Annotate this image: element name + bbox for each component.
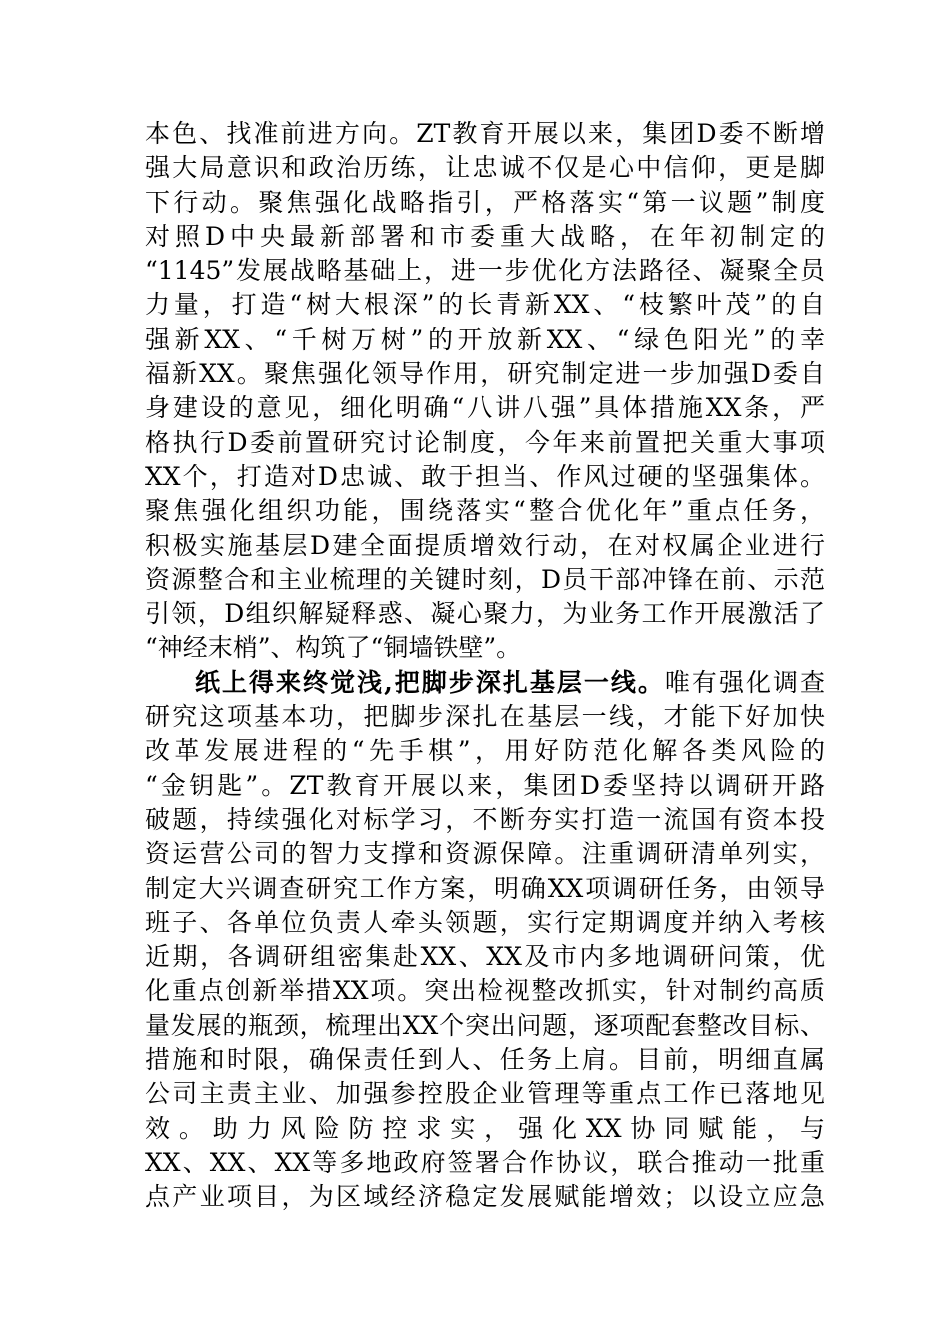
text-line: “1145”发展战略基础上，进一步优化方法路径、凝聚全员 — [145, 256, 825, 286]
text-line: 下行动。聚焦强化战略指引，严格落实“第一议题”制度 — [145, 187, 825, 217]
text-line: 措施和时限，确保责任到人、任务上肩。目前，明细直属 — [145, 1045, 825, 1075]
text-line: 量发展的瓶颈，梳理出XX个突出问题，逐项配套整改目标、 — [145, 1010, 825, 1040]
paragraph-heading: 纸上得来终觉浅,把脚步深扎基层一线。 — [195, 667, 665, 697]
text-line: XX个，打造对D忠诚、敢于担当、作风过硬的坚强集体。 — [145, 461, 825, 491]
text-line: 力量，打造“树大根深”的长青新XX、“枝繁叶茂”的自 — [145, 290, 825, 320]
text-line: 格执行D委前置研究讨论制度，今年来前置把关重大事项 — [145, 427, 825, 457]
text-line: 积极实施基层D建全面提质增效行动，在对权属企业进行 — [145, 530, 825, 560]
text-line: 班子、各单位负责人牵头领题，实行定期调度并纳入考核 — [145, 907, 825, 937]
text-line: 强新XX、“千树万树”的开放新XX、“绿色阳光”的幸 — [145, 324, 825, 354]
text-line: 引领，D组织解疑释惑、凝心聚力，为业务工作开展激活了 — [145, 599, 825, 629]
text-line: 资运营公司的智力支撑和资源保障。注重调研清单列实， — [145, 839, 825, 869]
text-line: 效。助力风险防控求实，强化XX协同赋能，与 — [145, 1113, 825, 1143]
paragraph-first-line — [145, 666, 825, 700]
text-line: 强大局意识和政治历练，让忠诚不仅是心中信仰，更是脚 — [145, 153, 825, 183]
text-line: 破题，持续强化对标学习，不断夯实打造一流国有资本投 — [145, 804, 825, 834]
paragraph-1 — [145, 117, 825, 666]
text-line: 身建设的意见，细化明确“八讲八强”具体措施XX条，严 — [145, 393, 825, 423]
text-line: 制定大兴调查研究工作方案，明确XX项调研任务，由领导 — [145, 873, 825, 903]
text-line: 研究这项基本功，把脚步深扎在基层一线，才能下好加快 — [145, 702, 825, 732]
text-line: 改革发展进程的“先手棋”，用好防范化解各类风险的 — [145, 736, 825, 766]
text-line: 本色、找准前进方向。ZT教育开展以来，集团D委不断增 — [145, 119, 825, 148]
text-line: 聚焦强化组织功能，围绕落实“整合优化年”重点任务， — [145, 496, 825, 526]
text-line: 近期，各调研组密集赴XX、XX及市内多地调研问策，优 — [145, 942, 825, 972]
text-line: XX、XX、XX等多地政府签署合作协议，联合推动一批重 — [145, 1147, 825, 1177]
text-line: 点产业项目，为区域经济稳定发展赋能增效；以设立应急 — [145, 1182, 825, 1212]
paragraph-heading-rest: 唯有强化调查 — [664, 667, 825, 697]
text-line: 资源整合和主业梳理的关键时刻，D员干部冲锋在前、示范 — [145, 564, 825, 594]
text-line: 福新XX。聚焦强化领导作用，研究制定进一步加强D委自 — [145, 359, 825, 389]
text-line: 对照D中央最新部署和市委重大战略，在年初制定的 — [145, 221, 825, 251]
text-line: 公司主责主业、加强参控股企业管理等重点工作已落地见 — [145, 1079, 825, 1109]
text-line: 化重点创新举措XX项。突出检视整改抓实，针对制约高质 — [145, 976, 825, 1006]
paragraph-2 — [145, 666, 825, 1215]
text-line: “金钥匙”。ZT教育开展以来，集团D委坚持以调研开路 — [145, 770, 825, 800]
body-text — [145, 117, 825, 1215]
text-line: “神经末梢”、构筑了“铜墙铁壁”。 — [145, 633, 522, 663]
